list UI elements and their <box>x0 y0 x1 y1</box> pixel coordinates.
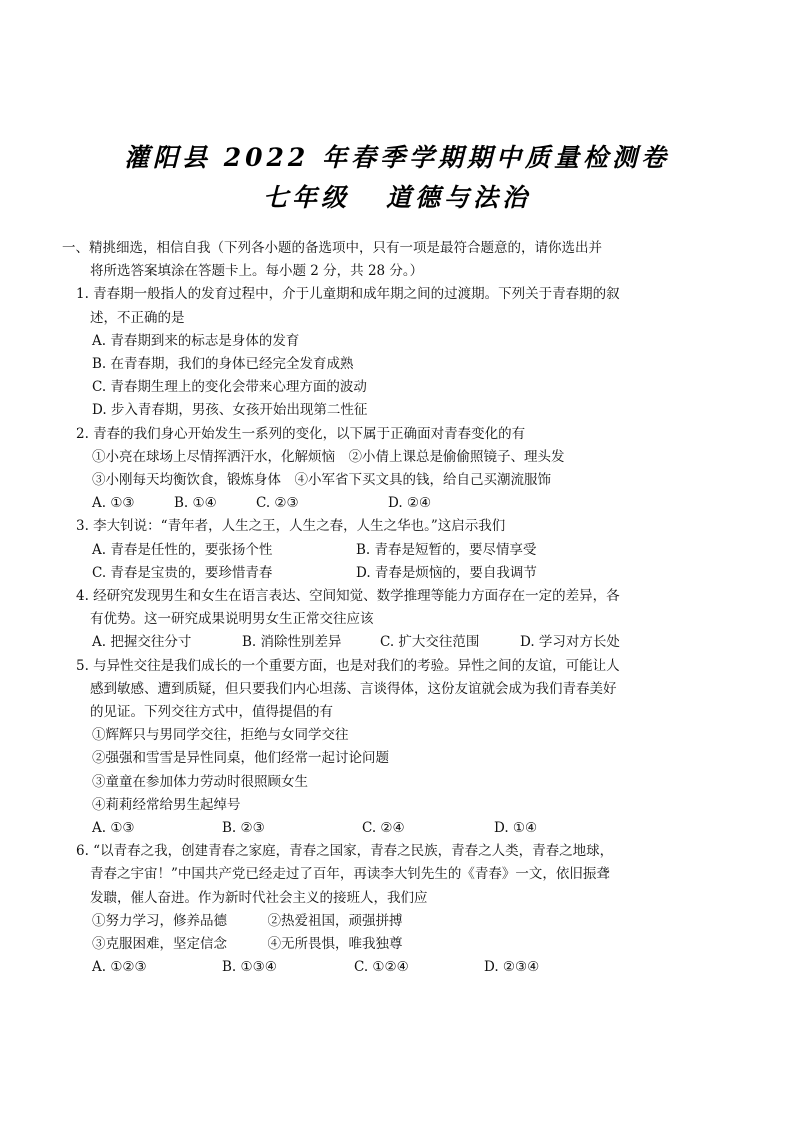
question-text: 感到敏感、遭到质疑，但只要我们内心坦荡、言谈得体，这份友谊就会成为我们青春美好 <box>90 680 617 697</box>
section-heading-cont: 将所选答案填涂在答题卡上。每小题 2 分，共 28 分。） <box>90 263 424 280</box>
statement-line: ④莉莉经常给男生起绰号 <box>92 796 241 813</box>
exam-content <box>62 237 766 980</box>
statement-line: ②强强和雪雪是异性同桌，他们经常一起讨论问题 <box>92 750 389 767</box>
choice-b: B. ②③ <box>222 820 265 837</box>
option-row <box>76 562 766 585</box>
option-row <box>76 539 766 562</box>
option-d: D. 青春是烦恼的，要自我调节 <box>356 564 537 581</box>
choice-d: D. 学习对方长处 <box>520 634 620 651</box>
statement-line: ①辉辉只与男同学交往，拒绝与女同学交往 <box>92 727 349 744</box>
subject-label: 道德与法治 <box>386 183 532 212</box>
choice-b: B. ①④ <box>174 495 217 512</box>
question-text: 2. 青春的我们身心开始发生一系列的变化，以下属于正确面对青春变化的有 <box>76 425 526 442</box>
question-3 <box>76 515 766 585</box>
statement-line: ③小刚每天均衡饮食，锻炼身体 ④小军省下买文具的钱，给自己买潮流服饰 <box>92 472 551 489</box>
question-text: 6. “以青春之我，创建青春之家庭，青春之国家，青春之民族，青春之人类，青春之地球， <box>76 843 614 860</box>
question-text: 青春之宇宙！”中国共产党已经走过了百年，再读李大钊先生的《青春》一文，依旧振聋 <box>90 866 610 883</box>
option-a: A. 青春期到来的标志是身体的发育 <box>92 332 300 349</box>
choice-a: A. ①②③ <box>92 959 147 976</box>
question-5 <box>76 655 766 841</box>
question-1 <box>76 283 766 422</box>
grade-label: 七年级 <box>262 183 350 212</box>
choice-c: C. ②④ <box>362 820 405 837</box>
option-c: C. 青春期生理上的变化会带来心理方面的波动 <box>92 379 367 396</box>
option-b: B. 在青春期，我们的身体已经完全发育成熟 <box>92 356 354 373</box>
choice-row <box>76 956 766 979</box>
question-text: 3. 李大钊说：“青年者，人生之王，人生之春，人生之华也。”这启示我们 <box>76 518 506 535</box>
choice-b: B. ①③④ <box>222 959 277 976</box>
choice-b: B. 消除性别差异 <box>242 634 342 651</box>
choice-c: C. ②③ <box>256 495 299 512</box>
choice-row <box>76 817 766 840</box>
question-text: 的见证。下列交往方式中，值得提倡的有 <box>90 704 333 721</box>
question-text: 发聩，催人奋进。作为新时代社会主义的接班人，我们应 <box>90 889 428 906</box>
question-4 <box>76 585 766 655</box>
question-6 <box>76 840 766 979</box>
choice-a: A. ①③ <box>92 820 135 837</box>
section-heading: 一、精挑细选，相信自我（下列各小题的备选项中，只有一项是最符合题意的，请你选出并 <box>62 240 602 256</box>
option-c: C. 青春是宝贵的，要珍惜青春 <box>92 564 273 581</box>
option-d: D. 步入青春期，男孩、女孩开始出现第二性征 <box>92 402 368 419</box>
choice-row <box>76 492 766 515</box>
statement-line: ③童童在参加体力劳动时很照顾女生 <box>92 773 308 790</box>
statement-line: ③克服困难，坚定信念 ④无所畏惧，唯我独尊 <box>92 936 403 953</box>
choice-d: D. ①④ <box>494 820 538 837</box>
question-text: 5. 与异性交往是我们成长的一个重要方面，也是对我们的考验。异性之间的友谊，可能让人 <box>76 657 620 674</box>
choice-a: A. 把握交往分寸 <box>92 634 192 651</box>
exam-title: 灌阳县 2022 年春季学期期中质量检测卷 <box>124 143 670 172</box>
choice-row <box>76 631 766 654</box>
exam-subtitle <box>0 178 794 214</box>
question-text: 述，不正确的是 <box>90 309 185 326</box>
question-text: 1. 青春期一般指人的发育过程中，介于儿童期和成年期之间的过渡期。下列关于青春期的叙 <box>76 286 620 303</box>
choice-a: A. ①③ <box>92 495 135 512</box>
choice-d: D. ②④ <box>388 495 432 512</box>
choice-c: C. 扩大交往范围 <box>380 634 480 651</box>
question-text: 4. 经研究发现男生和女生在语言表达、空间知觉、数学推理等能力方面存在一定的差异，各 <box>76 588 620 605</box>
statement-line: ①小亮在球场上尽情挥洒汗水，化解烦恼 ②小倩上课总是偷偷照镜子、理头发 <box>92 448 565 465</box>
option-b: B. 青春是短暂的，要尽情享受 <box>356 541 537 558</box>
choice-d: D. ②③④ <box>484 959 540 976</box>
statement-line: ①努力学习，修养品德 ②热爱祖国，顽强拼搏 <box>92 912 403 929</box>
question-text: 有优势。这一研究成果说明男女生正常交往应该 <box>90 611 374 628</box>
option-a: A. 青春是任性的，要张扬个性 <box>92 541 273 558</box>
choice-c: C. ①②④ <box>354 959 409 976</box>
question-2 <box>76 423 766 516</box>
